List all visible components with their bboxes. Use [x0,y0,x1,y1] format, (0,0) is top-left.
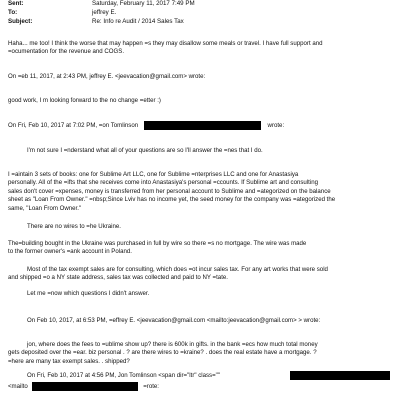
text-line: and shipped =o a NY state address, sales tax was collected and paid to NY =tate. [8,274,228,282]
text-line: Haha... me too! I think the worse that may happen =s they may disallow some meals or travel. I have full support and [8,40,323,47]
text-line: personally. All of the =ifts that she receives come into Anastasiya's personal =ccounts. If Sublime art and consulting [8,179,318,187]
to-value: jeffrey E. [92,9,117,16]
sent-value: Saturday, February 11, 2017 7:49 PM [92,0,195,7]
redaction-box [144,121,261,130]
text-line: The=building bought in the Ukraine was purchased in full by wire so there =s no mortgage. The wire was made [8,240,307,247]
wrote-text: =rote: [143,383,159,391]
redaction-box [32,382,138,391]
quote-paragraph: There are no wires to =he Ukraine. [27,223,121,230]
quote-header-4-cont [8,382,159,392]
quote-paragraph: I'm not sure I =nderstand what all of your questions are so I'll answer the =nes that I do. [27,147,263,154]
text-line: =here are many tax exempt sales. . shipped? [8,357,130,365]
quote-paragraph [8,341,318,366]
to-label: To: [8,9,18,16]
quote-header-3: On Feb 10, 2017, at 6:53 PM, =effrey E. <jeevacation@gmail.com <mailto:jeevacation@gmail.com> > wrote: [27,317,321,324]
reply-paragraph [8,40,323,57]
text-line: Most of the tax exempt sales are for consulting, which does =ot incur sales tax. For any art works that were sold [27,266,328,273]
quote-header-2-wrote: wrote: [267,122,285,130]
subject-value: Re: Info re Audit / 2014 Sales Tax [92,18,184,25]
quote-paragraph [8,266,328,283]
text-line: same, "Loan From Owner." [8,204,82,212]
text-line: jon, where does the fees to =ublime show up? there is 600k in gifts. in the bank =ecs how much total money [27,341,318,348]
subject-label: Subject: [8,18,33,25]
quote-body-1: good work, I m looking forward to the no change =etter :) [8,97,161,104]
text-line: =ocumentation for the revenue and COGS. [8,48,125,56]
quote-paragraph [8,240,306,257]
text-line: to the former owner's =ank account in Poland. [8,248,132,256]
text-line: I =aintain 3 sets of books: one for Sublime Art LLC, one for Sublime =nterprises LLC and one for Anastasiya [8,171,299,178]
quote-paragraph: Let me =now which questions I didn't answer. [27,290,150,297]
text-line: sales don't cover =xpenses, money is transferred from her personal account to Sublime and =ategorized on the balance [8,187,331,195]
text-line: sheet as "Loan From Owner." =nbsp;Since Lviv has no income yet, the seed money for the company was =ategorized the [8,196,336,204]
redaction-box [290,371,390,380]
quote-header-2 [8,121,284,131]
quote-paragraph [8,171,335,213]
quote-header-2-text: On Fri, Feb 10, 2017 at 7:02 PM, =on Tomlinson [8,122,139,130]
mailto-text: <mailto [8,383,28,391]
sent-label: Sent: [8,0,24,7]
quote-header-1: On =eb 11, 2017, at 2:43 PM, jeffrey E. <jeevacation@gmail.com> wrote: [8,73,206,80]
text-line: gets deposited over the =ear. biz personal . ? are there wires to =kraine? . does the real estate have a mortgage. ? [8,349,317,357]
quote-header-4: On Fri, Feb 10, 2017 at 4:56 PM, Jon Tomlinson <span dir="ltr" class="" [27,372,220,379]
